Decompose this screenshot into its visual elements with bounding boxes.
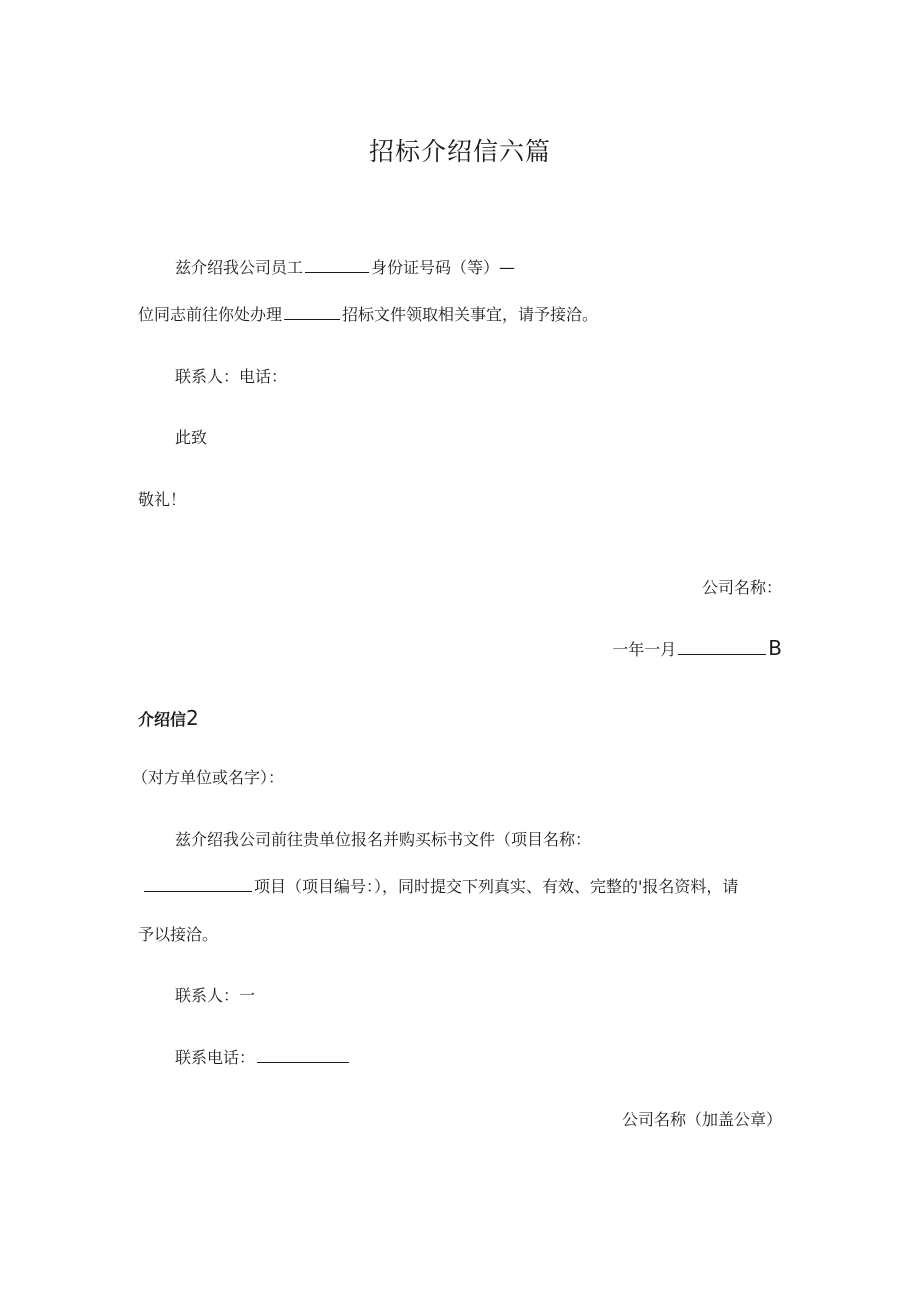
letter2-company-name: 公司名称（加盖公章） — [621, 1110, 782, 1129]
phone-blank — [257, 1048, 349, 1063]
project-blank — [284, 305, 340, 320]
letter1-line1-text-b: 身份证号码（等）— — [371, 258, 516, 277]
letter1-line2 — [138, 305, 598, 325]
letter1-date-suffix: B — [768, 636, 782, 660]
letter1-closing-cizhi: 此致 — [175, 428, 208, 447]
letter1-line1-text-a: 兹介绍我公司员工 — [175, 258, 304, 277]
letter1-line2-text-b: 招标文件领取相关事宜，请予接洽。 — [342, 305, 599, 324]
letter2-contact: 联系人：一 — [175, 986, 256, 1005]
letter2-heading-number: 2 — [186, 706, 199, 730]
project-name-blank — [144, 877, 252, 892]
letter1-company-name: 公司名称： — [701, 578, 782, 597]
letter1-date-text: 一年一月 — [612, 640, 677, 659]
letter2-heading — [138, 708, 199, 730]
letter2-body-line2 — [138, 877, 738, 897]
employee-name-blank — [305, 258, 369, 273]
document-title: 招标介绍信六篇 — [368, 137, 551, 166]
letter2-body-line3: 予以接洽。 — [138, 925, 219, 944]
letter2-recipient: （对方单位或名字）： — [132, 768, 285, 787]
date-day-blank — [678, 640, 766, 655]
letter2-body-line1: 兹介绍我公司前往贵单位报名并购买标书文件（项目名称： — [175, 830, 592, 849]
letter1-contact: 联系人：电话： — [175, 367, 288, 386]
letter2-phone-label: 联系电话： — [175, 1048, 256, 1067]
letter1-line2-text-a: 位同志前往你处办理 — [138, 305, 283, 324]
letter1-line1 — [175, 258, 515, 278]
letter1-date — [612, 638, 782, 660]
letter2-heading-text: 介绍信 — [138, 710, 187, 729]
letter2-body-line2-text: 项目（项目编号：），同时提交下列真实、有效、完整的'报名资料，请 — [254, 877, 739, 896]
letter2-phone — [175, 1048, 351, 1068]
letter1-closing-jingli: 敬礼！ — [138, 490, 187, 509]
